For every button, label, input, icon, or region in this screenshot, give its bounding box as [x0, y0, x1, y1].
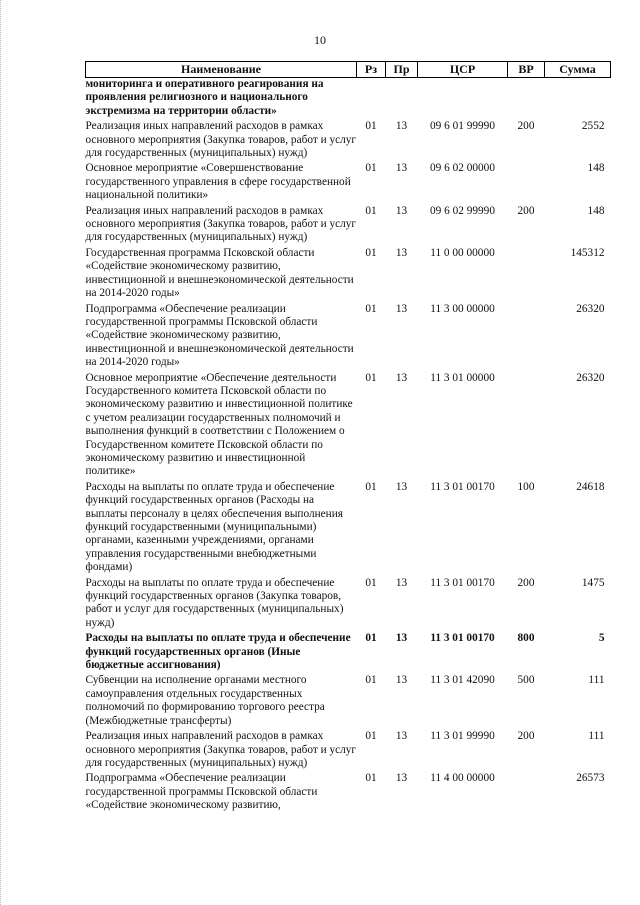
cell-pr: 13 — [395, 204, 408, 217]
cell-sum: 26320 — [576, 302, 605, 315]
table-row — [86, 730, 611, 772]
cell-rz — [357, 78, 386, 121]
cell-sum: 1475 — [581, 576, 605, 589]
cell-sum: 2552 — [581, 120, 605, 133]
cell-csr: 11 3 01 00000 — [430, 371, 495, 384]
cell-vr — [508, 303, 545, 372]
cell-sum: 145312 — [570, 246, 605, 259]
cell-rz: 01 — [365, 730, 377, 743]
cell-sum: 26573 — [576, 772, 605, 785]
cell-pr: 13 — [395, 371, 408, 384]
table-row — [86, 632, 611, 674]
cell-csr: 11 3 00 00000 — [430, 302, 495, 315]
header-rz: Рз — [357, 62, 386, 78]
table-row — [86, 577, 611, 633]
cell-name: Расходы на выплаты по оплате труда и обеспечение функций государственных органов (Расходы на выплаты персоналу в целях обеспечения выполнения функций государственными (муниципальными) органами, казенными учреждениями, органами управления государственными внебюджетными фондами) — [85, 480, 343, 574]
table-body — [86, 78, 611, 815]
cell-name: Подпрограмма «Обеспечение реализации государственной программы Псковской области «Содействие экономическому развитию, инвестиционной и внешнеэкономической деятельности на 2014-2020 годы» — [85, 302, 354, 369]
table-row — [86, 303, 611, 372]
cell-vr: 500 — [517, 674, 535, 687]
cell-vr — [508, 78, 545, 121]
cell-rz: 01 — [365, 772, 377, 785]
page-number: 10 — [314, 33, 326, 47]
cell-sum: 24618 — [576, 480, 605, 493]
cell-pr: 13 — [395, 302, 408, 315]
header-csr: ЦСР — [418, 62, 508, 78]
cell-name: Реализация иных направлений расходов в рамках основного мероприятия (Закупка товаров, работ и услуг для государственных (муниципальных) нужд) — [85, 204, 357, 244]
cell-rz: 01 — [365, 204, 377, 217]
cell-rz: 01 — [365, 302, 377, 315]
cell-csr: 11 3 01 00170 — [430, 576, 495, 589]
cell-csr: 09 6 02 99990 — [430, 204, 495, 217]
cell-pr: 13 — [395, 674, 408, 687]
cell-name: Расходы на выплаты по оплате труда и обеспечение функций государственных органов (Закупка товаров, работ и услуг для государственных (муниципальных) нужд) — [85, 576, 344, 629]
scan-edge — [0, 0, 5, 905]
cell-pr: 13 — [395, 246, 408, 259]
table-row — [86, 78, 611, 121]
cell-name: Государственная программа Псковской области «Содействие экономическому развитию, инвестиционной и внешнеэкономической деятельности на 2014-2020 годы» — [85, 246, 354, 300]
cell-name: Реализация иных направлений расходов в рамках основного мероприятия (Закупка товаров, работ и услуг для государственных (муниципальных) нужд) — [85, 730, 357, 769]
header-pr: Пр — [386, 62, 418, 78]
cell-csr: 11 3 01 42090 — [430, 674, 495, 687]
cell-vr: 200 — [517, 204, 535, 217]
cell-csr: 11 4 00 00000 — [430, 772, 495, 785]
cell-sum: 111 — [588, 674, 605, 687]
cell-name: Субвенции на исполнение органами местного самоуправления отдельных государственных полномочий по формированию торгового реестра (Межбюджетные трансферты) — [85, 674, 325, 727]
cell-pr: 13 — [395, 632, 408, 645]
cell-vr: 200 — [517, 576, 535, 589]
cell-vr: 100 — [517, 480, 535, 493]
cell-name: мониторинга и оперативного реагирования на проявления религиозного и национального экстремизма на территории области» — [85, 78, 324, 117]
cell-vr: 200 — [517, 730, 535, 743]
cell-csr: 09 6 01 99990 — [430, 120, 495, 133]
cell-name: Основное мероприятие «Обеспечение деятельности Государственного комитета Псковской области по экономическому развитию и инвестиционной политике с учетом реализации государственных полномочий и выполнения функций в соответствии с Положением о Государственном комитете Псковской области по экономическому развитию и инвестиционной политике» — [85, 371, 353, 478]
cell-name: Реализация иных направлений расходов в рамках основного мероприятия (Закупка товаров, работ и услуг для государственных (муниципальных) нужд) — [85, 120, 357, 160]
cell-pr — [386, 78, 418, 121]
cell-pr: 13 — [395, 162, 408, 175]
cell-vr — [508, 372, 545, 481]
cell-name: Расходы на выплаты по оплате труда и обеспечение функций государственных органов (Иные бюджетные ассигнования) — [85, 632, 351, 672]
table-row — [86, 247, 611, 303]
header-vr: ВР — [508, 62, 545, 78]
cell-vr — [508, 772, 545, 814]
cell-sum — [545, 78, 611, 121]
table-row — [86, 120, 611, 162]
table-row — [86, 674, 611, 730]
budget-table — [85, 61, 611, 815]
cell-rz: 01 — [365, 162, 377, 175]
cell-csr: 11 3 01 00170 — [430, 632, 495, 645]
table-row — [86, 372, 611, 481]
cell-pr: 13 — [395, 120, 408, 133]
cell-rz: 01 — [365, 632, 377, 645]
cell-csr: 11 0 00 00000 — [430, 246, 495, 259]
cell-sum: 5 — [598, 632, 605, 645]
cell-name: Подпрограмма «Обеспечение реализации государственной программы Псковской области «Содействие экономическому развитию, — [85, 772, 318, 812]
cell-sum: 148 — [587, 204, 605, 217]
cell-rz: 01 — [365, 674, 377, 687]
cell-pr: 13 — [395, 480, 408, 493]
cell-rz: 01 — [365, 246, 377, 259]
cell-rz: 01 — [365, 120, 377, 133]
table-row — [86, 205, 611, 247]
cell-sum: 111 — [588, 730, 605, 743]
cell-sum: 26320 — [576, 371, 605, 384]
table-row — [86, 481, 611, 577]
cell-pr: 13 — [395, 772, 408, 785]
table-row — [86, 162, 611, 204]
cell-vr: 800 — [517, 632, 535, 645]
header-sum: Сумма — [545, 62, 611, 78]
cell-vr — [508, 162, 545, 204]
cell-csr: 09 6 02 00000 — [430, 162, 495, 175]
cell-rz: 01 — [365, 371, 377, 384]
cell-csr: 11 3 01 00170 — [430, 480, 495, 493]
table-header-row — [86, 62, 611, 78]
cell-csr: 11 3 01 99990 — [430, 730, 495, 743]
cell-csr — [418, 78, 508, 121]
header-name: Наименование — [86, 62, 357, 78]
table-row — [86, 772, 611, 814]
cell-vr: 200 — [517, 120, 535, 133]
cell-vr — [508, 247, 545, 303]
cell-rz: 01 — [365, 576, 377, 589]
cell-rz: 01 — [365, 480, 377, 493]
cell-pr: 13 — [395, 576, 408, 589]
cell-sum: 148 — [587, 162, 605, 175]
cell-pr: 13 — [395, 730, 408, 743]
cell-name: Основное мероприятие «Совершенствование государственного управления в сфере государственной национальной политики» — [85, 162, 351, 202]
